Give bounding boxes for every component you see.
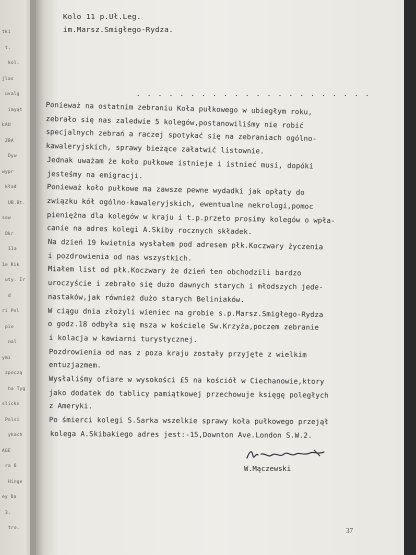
body-line: i pozdrowienia od nas wszystkich. — [47, 250, 192, 263]
left-page-fragment: sow — [2, 216, 11, 221]
body-line: i kolacja w kawiarni turystycznej. — [48, 332, 198, 344]
body-line: zebrało się nas zaledwie 5 kolegów,postanowiliśmy nie robić — [45, 113, 304, 130]
body-line: nastaków,jak również dużo starych Beliniaków. — [47, 291, 245, 304]
left-page-fragment: 1e Rik — [2, 262, 20, 268]
left-page-fragment: Dyw — [8, 154, 17, 159]
left-page-fragment: 11a — [8, 247, 17, 252]
body-line: specjalnych zebrań a raczej spotykać się na zebraniach ogólno- — [46, 127, 318, 144]
body-line: kolega A.Skibakiego adres jest:-15,Downton Ave.London S.W.2. — [49, 428, 312, 440]
left-page-fragment: ŁAU — [2, 123, 11, 128]
left-page-fragment: slicks — [2, 402, 20, 407]
left-page-fragment: ymi — [2, 355, 11, 361]
body-line: uroczyście i zebrało się dużo dawnych starych i młodszych jede- — [47, 278, 324, 292]
dotted-divider: . . . . . . . . . . . . . . . . . . . . . . — [136, 89, 371, 98]
body-line: jako dodatek do tablicy pamiątkowej przechowuje księgę poległych — [49, 387, 329, 400]
left-page-fragment: kład — [5, 185, 17, 190]
left-page-fragment: Polsi — [5, 417, 20, 423]
left-page-fragment: tki — [2, 30, 11, 35]
body-line: Ponieważ koło pułkowe ma zawsze pewne wydadki jak opłaty do — [46, 182, 305, 198]
body-line: entuzjazmem. — [48, 360, 102, 370]
left-page-fragment: AGE — [2, 448, 11, 454]
left-page-fragment: UB.Bt. — [8, 200, 26, 206]
left-page-fragment: Hinge — [8, 479, 23, 485]
body-line: z Ameryki. — [49, 401, 94, 411]
left-page-fragment: uty. Ir — [5, 278, 26, 283]
body-line: Ponieważ na ostatnim zebraniu Koła pułkowego w ubiegłym roku, — [45, 100, 313, 117]
left-page-fragment: ykach — [8, 433, 23, 438]
signer-name: W.Mączewski — [244, 464, 291, 473]
left-page-fragment: ZBA — [5, 138, 14, 144]
left-page-fragment: imyąt — [8, 107, 23, 113]
left-page-fragment: ra 6 — [5, 464, 17, 469]
body-line: Wysłaliśmy ofiare w wysokości £5 na kościół w Ciechanowie,ktory — [48, 374, 325, 386]
body-line: o godz.18 odbyła się msza w kościele Sw.Krzyża,poczem zebranie — [48, 319, 320, 332]
body-line: Jednak uważam że koło pułkowe istnieje i istnieć musi, dopóki — [46, 154, 314, 171]
body-line: pieniężna dla kolegów w kraju i t.p.przeto prosimy kolegów o wpła- — [46, 209, 336, 225]
left-page-fragment: d — [8, 293, 11, 299]
left-page-fragment: nal — [8, 340, 17, 345]
left-page-fragment: ey Da — [2, 495, 17, 500]
header-line-2: im.Marsz.Smigłego-Rydza. — [63, 25, 174, 34]
body-line: Po śmierci kolegi S.Sarka wszelkie sprawy koła pułkowego przejął — [49, 415, 330, 427]
header-line-1: Kolo 11 p.Uł.Leg. — [63, 12, 142, 21]
body-line: związku kół ogólno-kawaleryjskich, ewentualne nekrologi,pomoc — [46, 195, 314, 211]
left-page-fragment: kol. — [8, 61, 20, 66]
left-page-fragment: ha Tyg — [8, 386, 26, 392]
left-page-fragment: Okr — [5, 231, 14, 237]
left-page-fragment: 3. — [5, 510, 11, 516]
page-number: 37 — [346, 527, 353, 535]
left-page-fragment: ri Pol — [2, 309, 20, 314]
body-line: Pozdrowienia od nas z poza kraju zostały przyjęte z wielkim — [48, 346, 307, 359]
left-page-fragment: uvalg — [5, 92, 20, 97]
left-page-fragment: pio — [5, 324, 14, 330]
body-line: canie na adres kolegi A.Skiby rocznych składek. — [47, 223, 253, 237]
left-page-fragment: t. — [5, 45, 11, 51]
body-line: jesteśmy na emigracji. — [46, 168, 143, 180]
left-page-fragment: wypr — [2, 169, 14, 175]
body-line: Miałem list od płk.Koczwary że dzień ten obchodzili bardzo — [47, 264, 302, 278]
body-line: W ciągu dnia złożyli wieniec na grobie s.p.Marsz.Smigłego-Rydza — [48, 305, 324, 319]
left-page-fragment: jlas — [2, 76, 14, 82]
body-line: Na dzień 19 kwietnia wysłałem pod adresem płk.Koczwary życzenia — [47, 237, 323, 252]
handwritten-signature — [244, 446, 330, 464]
left-page-fragment: tro. — [8, 526, 20, 531]
body-line: kawaleryjskich, sprawy bieżące załatwić listownie. — [46, 141, 265, 156]
left-page-fragment: zpoczą — [5, 371, 23, 376]
